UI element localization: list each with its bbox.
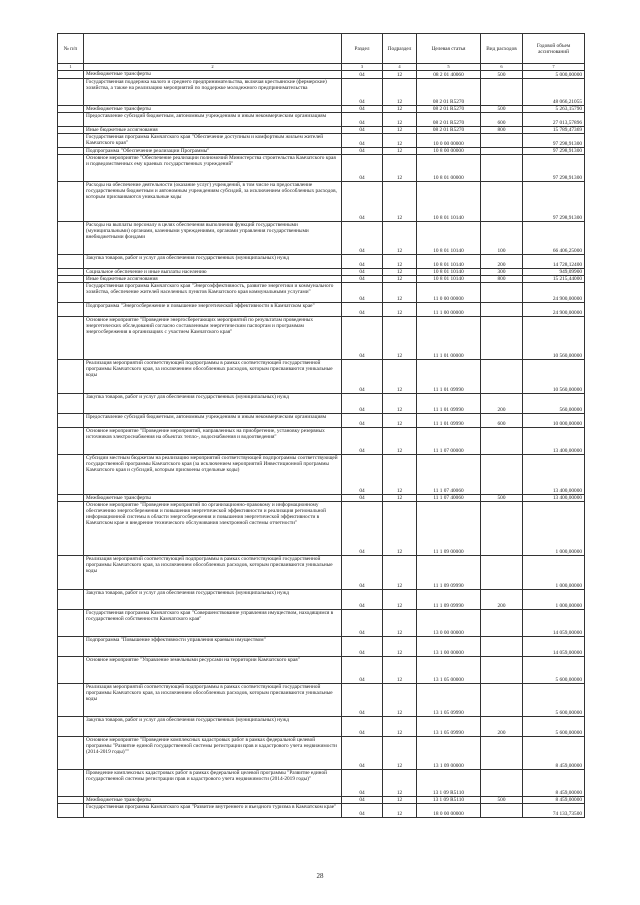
- row-name-cell: Государственная поддержка малого и среднего предпринимательства, включая крестьянские (фермерские) хозяйства, а также на реализацию мероприятий по поддержке молодежного предпринимательства: [84, 79, 342, 106]
- table-header-row: [58, 34, 585, 64]
- table-row: [58, 269, 585, 276]
- row-name-cell: Реализация мероприятий соответствующей подпрограммы в рамках соответствующей государственной программы Камчатского края, за исключением обособленных расходов, которым присваиваются уникальные коды: [84, 556, 342, 590]
- row-razdel-cell: 04: [342, 610, 383, 637]
- row-razdel-cell: 04: [342, 590, 383, 610]
- column-index: 2: [84, 64, 342, 71]
- table-row: [58, 590, 585, 610]
- row-expense-type-cell: 600: [481, 113, 523, 127]
- row-expense-type-cell: [481, 610, 523, 637]
- row-target-article-cell: 08 2 01 40060: [417, 71, 481, 79]
- row-expense-type-cell: [481, 684, 523, 717]
- row-target-article-cell: 13 1 09 R5110: [417, 770, 481, 797]
- row-name-cell: Расходы на выплаты персоналу в целях обеспечения выполнения функций государственными (муниципальными) органами, казенными учреждениями, органами управления государственными внебюджетными фондами: [84, 222, 342, 255]
- table-row: [58, 770, 585, 797]
- row-razdel-cell: 04: [342, 455, 383, 495]
- table-row: [58, 360, 585, 394]
- row-target-article-cell: 10 8 01 00000: [417, 155, 481, 182]
- row-amount-cell: 1 000,00000: [523, 590, 585, 610]
- column-index-row: [58, 64, 585, 71]
- header-annual-amount: Годовой объем ассигнований: [523, 34, 585, 64]
- row-amount-cell: 5 263,15790: [523, 106, 585, 113]
- row-podrazdel-cell: 12: [383, 394, 417, 414]
- row-podrazdel-cell: 12: [383, 360, 417, 394]
- row-name-cell: Расходы на обеспечение деятельности (оказание услуг) учреждений, в том числе на предоставление государственным бюджетным и автономным учреждениям субсидий, за исключением обособленных расходов, которым присваиваются уникальные коды: [84, 182, 342, 222]
- row-razdel-cell: 04: [342, 502, 383, 556]
- table-row: [58, 113, 585, 127]
- row-target-article-cell: 18 0 00 00000: [417, 804, 481, 818]
- row-amount-cell: 8 459,00000: [523, 797, 585, 804]
- row-amount-cell: 5 600,00000: [523, 717, 585, 737]
- row-name-cell: Предоставление субсидий бюджетным, автономным учреждениям и иным некоммерческим организациям: [84, 113, 342, 127]
- row-name-cell: Реализация мероприятий соответствующей подпрограммы в рамках соответствующей государственной программы Камчатского края, за исключением обособленных расходов, которым присваиваются уникальные коды: [84, 360, 342, 394]
- row-name-cell: Межбюджетные трансферты: [84, 106, 342, 113]
- header-num: № п/п: [58, 34, 84, 64]
- row-amount-cell: 74 133,73500: [523, 804, 585, 818]
- table-row: [58, 283, 585, 303]
- header-target-article: Целевая статья: [417, 34, 481, 64]
- row-num-cell: [58, 502, 84, 556]
- row-amount-cell: 14 059,00000: [523, 610, 585, 637]
- table-row: [58, 495, 585, 502]
- row-name-cell: Подпрограмма "Обеспечение реализации Программы": [84, 148, 342, 155]
- row-amount-cell: 10 000,00000: [523, 414, 585, 428]
- table-row: [58, 455, 585, 495]
- row-amount-cell: 24 900,00000: [523, 303, 585, 317]
- row-name-cell: Государственная программа Камчатского края "Совершенствование управления имуществом, находящимся в государственной собственности Камчатского края": [84, 610, 342, 637]
- row-expense-type-cell: [481, 79, 523, 106]
- row-podrazdel-cell: 12: [383, 737, 417, 770]
- row-target-article-cell: 13 1 05 09990: [417, 717, 481, 737]
- row-expense-type-cell: 800: [481, 127, 523, 134]
- row-podrazdel-cell: 12: [383, 155, 417, 182]
- row-num-cell: [58, 113, 84, 127]
- row-razdel-cell: 04: [342, 222, 383, 255]
- row-num-cell: [58, 148, 84, 155]
- row-expense-type-cell: 300: [481, 269, 523, 276]
- row-podrazdel-cell: 12: [383, 317, 417, 360]
- table-row: [58, 414, 585, 428]
- row-target-article-cell: 08 2 01 R5270: [417, 79, 481, 106]
- table-row: [58, 428, 585, 455]
- row-podrazdel-cell: 12: [383, 770, 417, 797]
- row-amount-cell: 10 560,00000: [523, 360, 585, 394]
- row-expense-type-cell: [481, 360, 523, 394]
- row-num-cell: [58, 455, 84, 495]
- row-razdel-cell: 04: [342, 317, 383, 360]
- row-amount-cell: 560,00000: [523, 394, 585, 414]
- row-expense-type-cell: 500: [481, 797, 523, 804]
- row-target-article-cell: 08 2 01 R5270: [417, 127, 481, 134]
- table-row: [58, 255, 585, 269]
- row-amount-cell: 5 000,00000: [523, 71, 585, 79]
- row-podrazdel-cell: 12: [383, 134, 417, 148]
- table-row: [58, 610, 585, 637]
- column-index: 6: [481, 64, 523, 71]
- table-row: [58, 182, 585, 222]
- row-amount-cell: 8 459,00000: [523, 770, 585, 797]
- table-row: [58, 797, 585, 804]
- row-target-article-cell: 11 1 01 09990: [417, 394, 481, 414]
- row-amount-cell: 97 298,91300: [523, 182, 585, 222]
- row-podrazdel-cell: 12: [383, 127, 417, 134]
- row-amount-cell: 949,09900: [523, 269, 585, 276]
- row-target-article-cell: 11 1 09 09990: [417, 556, 481, 590]
- row-name-cell: Подпрограмма "Повышение эффективности управления краевым имуществом": [84, 637, 342, 657]
- row-target-article-cell: 11 1 07 40060: [417, 495, 481, 502]
- row-target-article-cell: 08 2 01 R5270: [417, 113, 481, 127]
- column-index: 1: [58, 64, 84, 71]
- row-target-article-cell: 11 1 00 00000: [417, 303, 481, 317]
- row-razdel-cell: 04: [342, 770, 383, 797]
- row-num-cell: [58, 637, 84, 657]
- row-expense-type-cell: 200: [481, 717, 523, 737]
- row-num-cell: [58, 276, 84, 283]
- row-expense-type-cell: [481, 737, 523, 770]
- table-row: [58, 222, 585, 255]
- row-name-cell: Подпрограмма "Энергосбережение и повышение энергетической эффективности в Камчатском крае": [84, 303, 342, 317]
- row-expense-type-cell: [481, 148, 523, 155]
- table-row: [58, 317, 585, 360]
- row-num-cell: [58, 556, 84, 590]
- row-razdel-cell: 04: [342, 804, 383, 818]
- table-row: [58, 717, 585, 737]
- row-expense-type-cell: [481, 134, 523, 148]
- row-expense-type-cell: [481, 770, 523, 797]
- row-podrazdel-cell: 12: [383, 590, 417, 610]
- row-podrazdel-cell: 12: [383, 684, 417, 717]
- row-podrazdel-cell: 12: [383, 255, 417, 269]
- row-razdel-cell: 04: [342, 155, 383, 182]
- row-razdel-cell: 04: [342, 79, 383, 106]
- row-expense-type-cell: [481, 155, 523, 182]
- row-podrazdel-cell: 12: [383, 797, 417, 804]
- table-row: [58, 127, 585, 134]
- row-razdel-cell: 04: [342, 106, 383, 113]
- row-expense-type-cell: 200: [481, 394, 523, 414]
- row-name-cell: Предоставление субсидий бюджетным, автономным учреждениям и иным некоммерческим организациям: [84, 414, 342, 428]
- row-target-article-cell: 10 8 01 10140: [417, 182, 481, 222]
- row-razdel-cell: 04: [342, 556, 383, 590]
- row-amount-cell: 15 215,44000: [523, 276, 585, 283]
- row-num-cell: [58, 283, 84, 303]
- column-index: 3: [342, 64, 383, 71]
- row-podrazdel-cell: 12: [383, 657, 417, 684]
- row-target-article-cell: 10 8 01 10140: [417, 255, 481, 269]
- row-razdel-cell: 04: [342, 303, 383, 317]
- row-razdel-cell: 04: [342, 113, 383, 127]
- row-name-cell: Основное мероприятие "Проведение мероприятий по организационно-правовому и информационному обеспечению энергосбережения и повышения энергетической эффективности и реализация региональной информационной системы в области энергосбережения и повышения энергетической эффективности в Камчатском крае и внедрение технического обслуживания электронной системы отчетности": [84, 502, 342, 556]
- row-target-article-cell: 10 0 00 00000: [417, 134, 481, 148]
- row-num-cell: [58, 127, 84, 134]
- row-razdel-cell: 04: [342, 657, 383, 684]
- row-num-cell: [58, 717, 84, 737]
- row-razdel-cell: 04: [342, 283, 383, 303]
- row-amount-cell: 97 298,91300: [523, 134, 585, 148]
- row-razdel-cell: 04: [342, 71, 383, 79]
- row-amount-cell: 5 600,00000: [523, 657, 585, 684]
- row-expense-type-cell: [481, 317, 523, 360]
- row-razdel-cell: 04: [342, 414, 383, 428]
- header-name: [84, 34, 342, 64]
- row-expense-type-cell: [481, 637, 523, 657]
- row-num-cell: [58, 657, 84, 684]
- row-target-article-cell: 13 1 09 00000: [417, 737, 481, 770]
- row-amount-cell: 48 066,21055: [523, 79, 585, 106]
- row-amount-cell: 24 900,00000: [523, 283, 585, 303]
- row-podrazdel-cell: 12: [383, 113, 417, 127]
- row-name-cell: Закупка товаров, работ и услуг для обеспечения государственных (муниципальных) нужд: [84, 255, 342, 269]
- row-razdel-cell: 04: [342, 797, 383, 804]
- budget-table-sheet: [57, 33, 584, 818]
- row-name-cell: Закупка товаров, работ и услуг для обеспечения государственных (муниципальных) нужд: [84, 394, 342, 414]
- row-num-cell: [58, 495, 84, 502]
- row-expense-type-cell: [481, 455, 523, 495]
- row-name-cell: Государственная программа Камчатского края "Обеспечение доступным и комфортным жильем жителей Камчатского края": [84, 134, 342, 148]
- row-amount-cell: 5 600,00000: [523, 684, 585, 717]
- row-amount-cell: 1 000,00000: [523, 502, 585, 556]
- row-amount-cell: 97 298,91300: [523, 155, 585, 182]
- table-row: [58, 502, 585, 556]
- table-row: [58, 657, 585, 684]
- page-number: 28: [316, 872, 324, 880]
- row-num-cell: [58, 797, 84, 804]
- row-expense-type-cell: 500: [481, 71, 523, 79]
- table-row: [58, 637, 585, 657]
- row-target-article-cell: 13 0 00 00000: [417, 610, 481, 637]
- row-name-cell: Межбюджетные трансферты: [84, 495, 342, 502]
- row-expense-type-cell: [481, 428, 523, 455]
- row-podrazdel-cell: 12: [383, 303, 417, 317]
- row-target-article-cell: 13 1 09 R5110: [417, 797, 481, 804]
- row-expense-type-cell: [481, 556, 523, 590]
- row-target-article-cell: 11 1 09 09990: [417, 590, 481, 610]
- table-row: [58, 155, 585, 182]
- row-podrazdel-cell: 12: [383, 414, 417, 428]
- row-amount-cell: 8 459,00000: [523, 737, 585, 770]
- row-target-article-cell: 10 8 01 10140: [417, 269, 481, 276]
- row-razdel-cell: 04: [342, 394, 383, 414]
- table-row: [58, 394, 585, 414]
- table-row: [58, 556, 585, 590]
- row-target-article-cell: 10 8 01 10140: [417, 222, 481, 255]
- row-amount-cell: 97 298,91300: [523, 148, 585, 155]
- row-name-cell: Проведение комплексных кадастровых работ в рамках федеральной целевой программы "Развитие единой государственной системы регистрации прав и кадастрового учета недвижимости (2014-2019 годы)": [84, 770, 342, 797]
- row-podrazdel-cell: 12: [383, 610, 417, 637]
- row-num-cell: [58, 684, 84, 717]
- row-name-cell: Реализация мероприятий соответствующей подпрограммы в рамках соответствующей государственной программы Камчатского края, за исключением обособленных расходов, которым присваиваются уникальные коды: [84, 684, 342, 717]
- row-name-cell: Иные бюджетные ассигнования: [84, 276, 342, 283]
- row-target-article-cell: 10 8 01 10140: [417, 276, 481, 283]
- row-podrazdel-cell: 12: [383, 283, 417, 303]
- row-amount-cell: 10 560,00000: [523, 317, 585, 360]
- row-podrazdel-cell: 12: [383, 106, 417, 113]
- row-target-article-cell: 11 1 07 00000: [417, 428, 481, 455]
- row-podrazdel-cell: 12: [383, 717, 417, 737]
- row-num-cell: [58, 155, 84, 182]
- row-razdel-cell: 04: [342, 134, 383, 148]
- row-expense-type-cell: 200: [481, 590, 523, 610]
- row-name-cell: Основное мероприятие "Управление земельными ресурсами на территории Камчатского края": [84, 657, 342, 684]
- row-target-article-cell: 11 1 01 09990: [417, 360, 481, 394]
- header-razdel: Раздел: [342, 34, 383, 64]
- row-razdel-cell: 04: [342, 148, 383, 155]
- row-target-article-cell: 11 0 00 00000: [417, 283, 481, 303]
- column-index: 5: [417, 64, 481, 71]
- row-expense-type-cell: 800: [481, 276, 523, 283]
- row-num-cell: [58, 590, 84, 610]
- row-expense-type-cell: 200: [481, 255, 523, 269]
- row-name-cell: Субсидии местным бюджетам на реализацию мероприятий соответствующей подпрограммы соответствующей государственной программы Камчатского края (за исключением мероприятий Инвестиционной программы Камчатского края и субсидий, которым присвоены отдельные коды): [84, 455, 342, 495]
- table-row: [58, 684, 585, 717]
- header-expense-type: Вид расходов: [481, 34, 523, 64]
- row-podrazdel-cell: 12: [383, 222, 417, 255]
- row-amount-cell: 13 400,00000: [523, 495, 585, 502]
- row-podrazdel-cell: 12: [383, 637, 417, 657]
- row-num-cell: [58, 394, 84, 414]
- row-num-cell: [58, 303, 84, 317]
- table-row: [58, 148, 585, 155]
- row-razdel-cell: 04: [342, 182, 383, 222]
- table-row: [58, 737, 585, 770]
- row-amount-cell: 13 400,00000: [523, 428, 585, 455]
- row-razdel-cell: 04: [342, 360, 383, 394]
- table-body: [58, 71, 585, 818]
- row-target-article-cell: 11 1 07 40060: [417, 455, 481, 495]
- row-amount-cell: 1 000,00000: [523, 556, 585, 590]
- row-name-cell: Закупка товаров, работ и услуг для обеспечения государственных (муниципальных) нужд: [84, 590, 342, 610]
- row-num-cell: [58, 737, 84, 770]
- row-name-cell: Основное мероприятие "Проведение мероприятий, направленных на приобретение, установку резервных источников электроснабжения на объектах тепло-, водоснабжения и водоотведения": [84, 428, 342, 455]
- row-razdel-cell: 04: [342, 255, 383, 269]
- row-expense-type-cell: [481, 804, 523, 818]
- row-podrazdel-cell: 12: [383, 804, 417, 818]
- row-razdel-cell: 04: [342, 127, 383, 134]
- row-target-article-cell: 10 8 00 00000: [417, 148, 481, 155]
- row-expense-type-cell: [481, 502, 523, 556]
- row-num-cell: [58, 804, 84, 818]
- row-podrazdel-cell: 12: [383, 428, 417, 455]
- row-razdel-cell: 04: [342, 428, 383, 455]
- row-podrazdel-cell: 12: [383, 182, 417, 222]
- table-row: [58, 276, 585, 283]
- row-podrazdel-cell: 12: [383, 276, 417, 283]
- row-podrazdel-cell: 12: [383, 495, 417, 502]
- row-razdel-cell: 04: [342, 495, 383, 502]
- row-name-cell: Межбюджетные трансферты: [84, 71, 342, 79]
- row-target-article-cell: 11 1 01 09990: [417, 414, 481, 428]
- row-name-cell: Государственная программа Камчатского края "Развитие внутреннего и въездного туризма в Камчатском крае": [84, 804, 342, 818]
- row-podrazdel-cell: 12: [383, 269, 417, 276]
- row-num-cell: [58, 360, 84, 394]
- row-amount-cell: 14 728,12400: [523, 255, 585, 269]
- row-num-cell: [58, 414, 84, 428]
- row-num-cell: [58, 106, 84, 113]
- table-row: [58, 303, 585, 317]
- row-target-article-cell: 13 1 05 09990: [417, 684, 481, 717]
- row-num-cell: [58, 182, 84, 222]
- row-razdel-cell: 04: [342, 269, 383, 276]
- row-amount-cell: 14 059,00000: [523, 637, 585, 657]
- row-target-article-cell: 11 1 01 00000: [417, 317, 481, 360]
- row-name-cell: Иные бюджетные ассигнования: [84, 127, 342, 134]
- row-name-cell: Основное мероприятие "Обеспечение реализации полномочий Министерства строительства Камчатского края и подведомственных ему краевых государственных учреждений": [84, 155, 342, 182]
- row-name-cell: Основное мероприятие "Проведение комплексных кадастровых работ в рамках федеральной целевой программы "Развитие единой государственной системы регистрации прав и кадастрового учета недвижимости (2014-2019 годы)"": [84, 737, 342, 770]
- row-target-article-cell: 13 1 00 00000: [417, 637, 481, 657]
- budget-table: [57, 33, 585, 818]
- table-row: [58, 71, 585, 79]
- row-num-cell: [58, 222, 84, 255]
- row-podrazdel-cell: 12: [383, 556, 417, 590]
- row-num-cell: [58, 71, 84, 79]
- row-num-cell: [58, 255, 84, 269]
- row-num-cell: [58, 317, 84, 360]
- row-num-cell: [58, 134, 84, 148]
- table-row: [58, 79, 585, 106]
- row-expense-type-cell: 500: [481, 106, 523, 113]
- row-expense-type-cell: 500: [481, 495, 523, 502]
- table-row: [58, 134, 585, 148]
- column-index: 7: [523, 64, 585, 71]
- row-expense-type-cell: 600: [481, 414, 523, 428]
- row-podrazdel-cell: 12: [383, 71, 417, 79]
- row-num-cell: [58, 79, 84, 106]
- row-amount-cell: 13 400,00000: [523, 455, 585, 495]
- header-podrazdel: Подраздел: [383, 34, 417, 64]
- row-amount-cell: 15 789,47369: [523, 127, 585, 134]
- row-num-cell: [58, 428, 84, 455]
- row-expense-type-cell: [481, 182, 523, 222]
- row-target-article-cell: 13 1 05 00000: [417, 657, 481, 684]
- row-expense-type-cell: [481, 303, 523, 317]
- row-razdel-cell: 04: [342, 717, 383, 737]
- row-expense-type-cell: [481, 283, 523, 303]
- row-name-cell: Социальное обеспечение и иные выплаты населению: [84, 269, 342, 276]
- table-row: [58, 106, 585, 113]
- row-target-article-cell: 11 1 09 00000: [417, 502, 481, 556]
- row-num-cell: [58, 610, 84, 637]
- row-target-article-cell: 08 2 01 R5270: [417, 106, 481, 113]
- row-name-cell: Основное мероприятие "Проведение энергосберегающих мероприятий по результатам проведенных энергетических обследований согласно составленным энергетическим паспортам и программам энергосбережения в организациях с участием Камчатского края": [84, 317, 342, 360]
- row-expense-type-cell: [481, 657, 523, 684]
- table-row: [58, 804, 585, 818]
- row-name-cell: Закупка товаров, работ и услуг для обеспечения государственных (муниципальных) нужд: [84, 717, 342, 737]
- row-razdel-cell: 04: [342, 737, 383, 770]
- row-name-cell: Межбюджетные трансферты: [84, 797, 342, 804]
- row-razdel-cell: 04: [342, 276, 383, 283]
- row-name-cell: Государственная программа Камчатского края "Энергоэффективность, развитие энергетики и коммунального хозяйства, обеспечение жителей населенных пунктов Камчатского края коммунальными услугами": [84, 283, 342, 303]
- row-amount-cell: 66 406,25000: [523, 222, 585, 255]
- row-num-cell: [58, 269, 84, 276]
- row-podrazdel-cell: 12: [383, 148, 417, 155]
- row-expense-type-cell: 100: [481, 222, 523, 255]
- row-razdel-cell: 04: [342, 637, 383, 657]
- column-index: 4: [383, 64, 417, 71]
- row-num-cell: [58, 770, 84, 797]
- row-podrazdel-cell: 12: [383, 455, 417, 495]
- row-podrazdel-cell: 12: [383, 79, 417, 106]
- row-podrazdel-cell: 12: [383, 502, 417, 556]
- row-amount-cell: 27 013,57896: [523, 113, 585, 127]
- row-razdel-cell: 04: [342, 684, 383, 717]
